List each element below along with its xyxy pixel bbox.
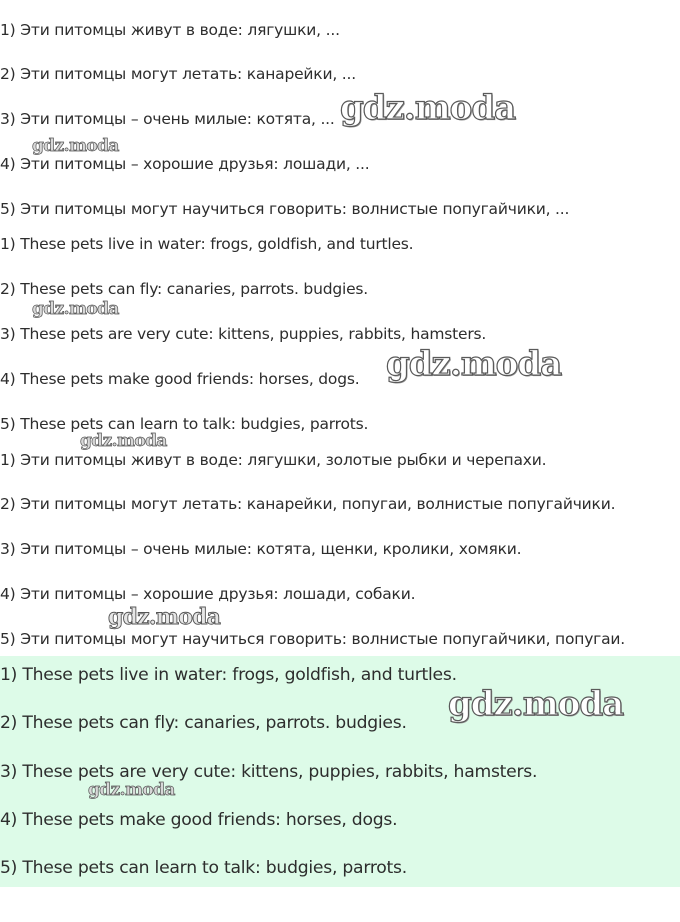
final-answer-en-4: 4) These pets make good friends: horses, dogs. (0, 810, 398, 830)
prompt-ru-5: 5) Эти питомцы могут научиться говорить: волнистые попугайчики, ... (0, 200, 570, 218)
answer-en-2: 2) These pets can fly: canaries, parrots. budgies. (0, 280, 369, 298)
final-answer-en-2: 2) These pets can fly: canaries, parrots. budgies. (0, 713, 407, 733)
watermark-logo: gdz.moda (80, 431, 167, 451)
translation-ru-4: 4) Эти питомцы – хорошие друзья: лошади, собаки. (0, 585, 416, 603)
prompt-ru-4: 4) Эти питомцы – хорошие друзья: лошади, ... (0, 155, 370, 173)
prompt-ru-1: 1) Эти питомцы живут в воде: лягушки, ... (0, 21, 340, 39)
translation-ru-1: 1) Эти питомцы живут в воде: лягушки, золотые рыбки и черепахи. (0, 451, 547, 469)
watermark-logo: gdz.moda (340, 88, 516, 128)
watermark-logo: gdz.moda (88, 780, 175, 800)
watermark-logo: gdz.moda (32, 299, 119, 319)
final-answer-en-5: 5) These pets can learn to talk: budgies, parrots. (0, 858, 407, 878)
watermark-logo: gdz.moda (32, 136, 119, 156)
answer-en-4: 4) These pets make good friends: horses, dogs. (0, 370, 360, 388)
answer-en-1: 1) These pets live in water: frogs, goldfish, and turtles. (0, 235, 414, 253)
prompt-ru-3: 3) Эти питомцы – очень милые: котята, ... (0, 110, 335, 128)
prompt-ru-2: 2) Эти питомцы могут летать: канарейки, ... (0, 65, 356, 83)
answer-en-5: 5) These pets can learn to talk: budgies, parrots. (0, 415, 369, 433)
final-answer-en-3: 3) These pets are very cute: kittens, puppies, rabbits, hamsters. (0, 762, 538, 782)
translation-ru-5: 5) Эти питомцы могут научиться говорить: волнистые попугайчики, попугаи. (0, 630, 626, 648)
watermark-logo: gdz.moda (108, 604, 221, 630)
translation-ru-3: 3) Эти питомцы – очень милые: котята, щенки, кролики, хомяки. (0, 540, 522, 558)
final-answer-en-1: 1) These pets live in water: frogs, goldfish, and turtles. (0, 665, 457, 685)
watermark-logo: gdz.moda (448, 684, 624, 724)
watermark-logo: gdz.moda (386, 344, 562, 384)
translation-ru-2: 2) Эти питомцы могут летать: канарейки, попугаи, волнистые попугайчики. (0, 495, 616, 513)
answer-en-3: 3) These pets are very cute: kittens, puppies, rabbits, hamsters. (0, 325, 487, 343)
